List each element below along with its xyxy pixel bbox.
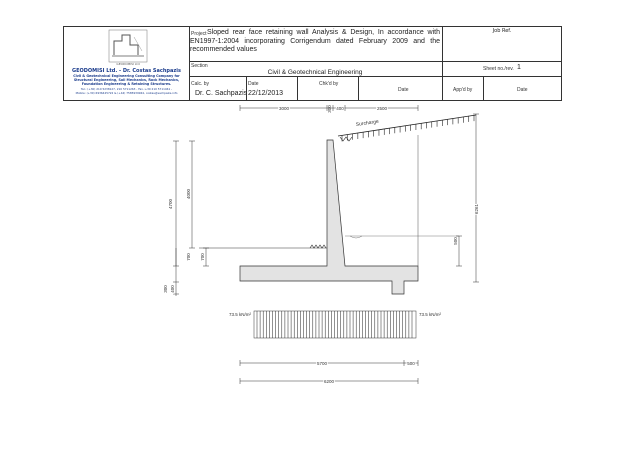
dim-stem-top: 300 — [327, 105, 332, 113]
dim-5700: 5700 — [316, 361, 328, 366]
pressure-right-label: 73.5 kN/m² — [419, 312, 442, 317]
company-line-3: Foundation Engineering & Retaining Structures. — [81, 82, 172, 86]
appd-label: App'd by — [453, 87, 473, 93]
dim-400: 400 — [336, 106, 344, 111]
bearing-pressure-diagram — [254, 311, 416, 338]
section-text: Civil & Geotechnical Engineering — [267, 69, 363, 76]
dim-400v: 400 — [170, 285, 175, 293]
dim-700b: 700 — [200, 253, 205, 261]
dim-6261: 6261 — [474, 203, 479, 215]
date3-label: Date — [517, 87, 528, 93]
project-text: Sloped rear face retaining wall Analysis & Design, In accordance with EN1997-1:2004 incorporating Corrigendum dated February 2009 and the recommended values — [190, 29, 440, 53]
surcharge-load — [338, 115, 476, 141]
pressure-left-label: 73.5 kN/m² — [229, 312, 252, 317]
chkd-label: Chk'd by — [319, 81, 339, 87]
left-dimensions — [173, 141, 209, 296]
dim-500h: 500 — [407, 361, 415, 366]
sheet-value: 1 — [517, 64, 521, 71]
dim-toe: 3000 — [278, 106, 290, 111]
dim-6200: 6200 — [323, 379, 335, 384]
company-contact-2: Mobile: (+30) 6936425722 & (+44) 7585939944, costas@sachpazis.info — [75, 91, 178, 95]
date2-label: Date — [398, 87, 409, 93]
dim-300: 300 — [163, 285, 168, 293]
dim-4700: 4700 — [168, 198, 173, 210]
date-value: 22/12/2013 — [248, 90, 284, 97]
dim-4000: 4000 — [186, 188, 191, 200]
project-label: Project — [191, 31, 207, 37]
company-line-2: Structural Engineering, Soil Mechanics, Rock Mechanics, — [73, 78, 180, 82]
water-table-symbol — [350, 236, 362, 238]
dim-heel: 2500 — [376, 106, 388, 111]
company-name: GEODOMISI Ltd. - Dr. Costas Sachpazis — [72, 68, 181, 74]
wall-section — [240, 140, 418, 294]
logo-text: GEODOMISI Ltd — [116, 62, 140, 66]
company-line-1: Civil & Geotechnical Engineering Consulting Company for — [73, 74, 180, 78]
front-ground-hatch — [310, 245, 326, 248]
date-label: Date — [248, 81, 259, 87]
surcharge-label: Surcharge — [355, 118, 380, 128]
dim-500v: 500 — [453, 237, 458, 245]
job-ref-label: Job Ref. — [492, 28, 512, 34]
calc-by-value: Dr. C. Sachpazis — [195, 90, 248, 97]
right-dimensions — [456, 114, 479, 282]
calc-by-label: Calc. by — [191, 81, 210, 87]
section-label: Section — [191, 63, 208, 69]
company-contact-1: Tel.: (+30) 210 5238127, 210 5711263 - Fax.:+30 210 5711461 - — [80, 87, 173, 91]
dim-700a: 700 — [186, 253, 191, 261]
sheet-label: Sheet no./rev. — [483, 66, 514, 72]
